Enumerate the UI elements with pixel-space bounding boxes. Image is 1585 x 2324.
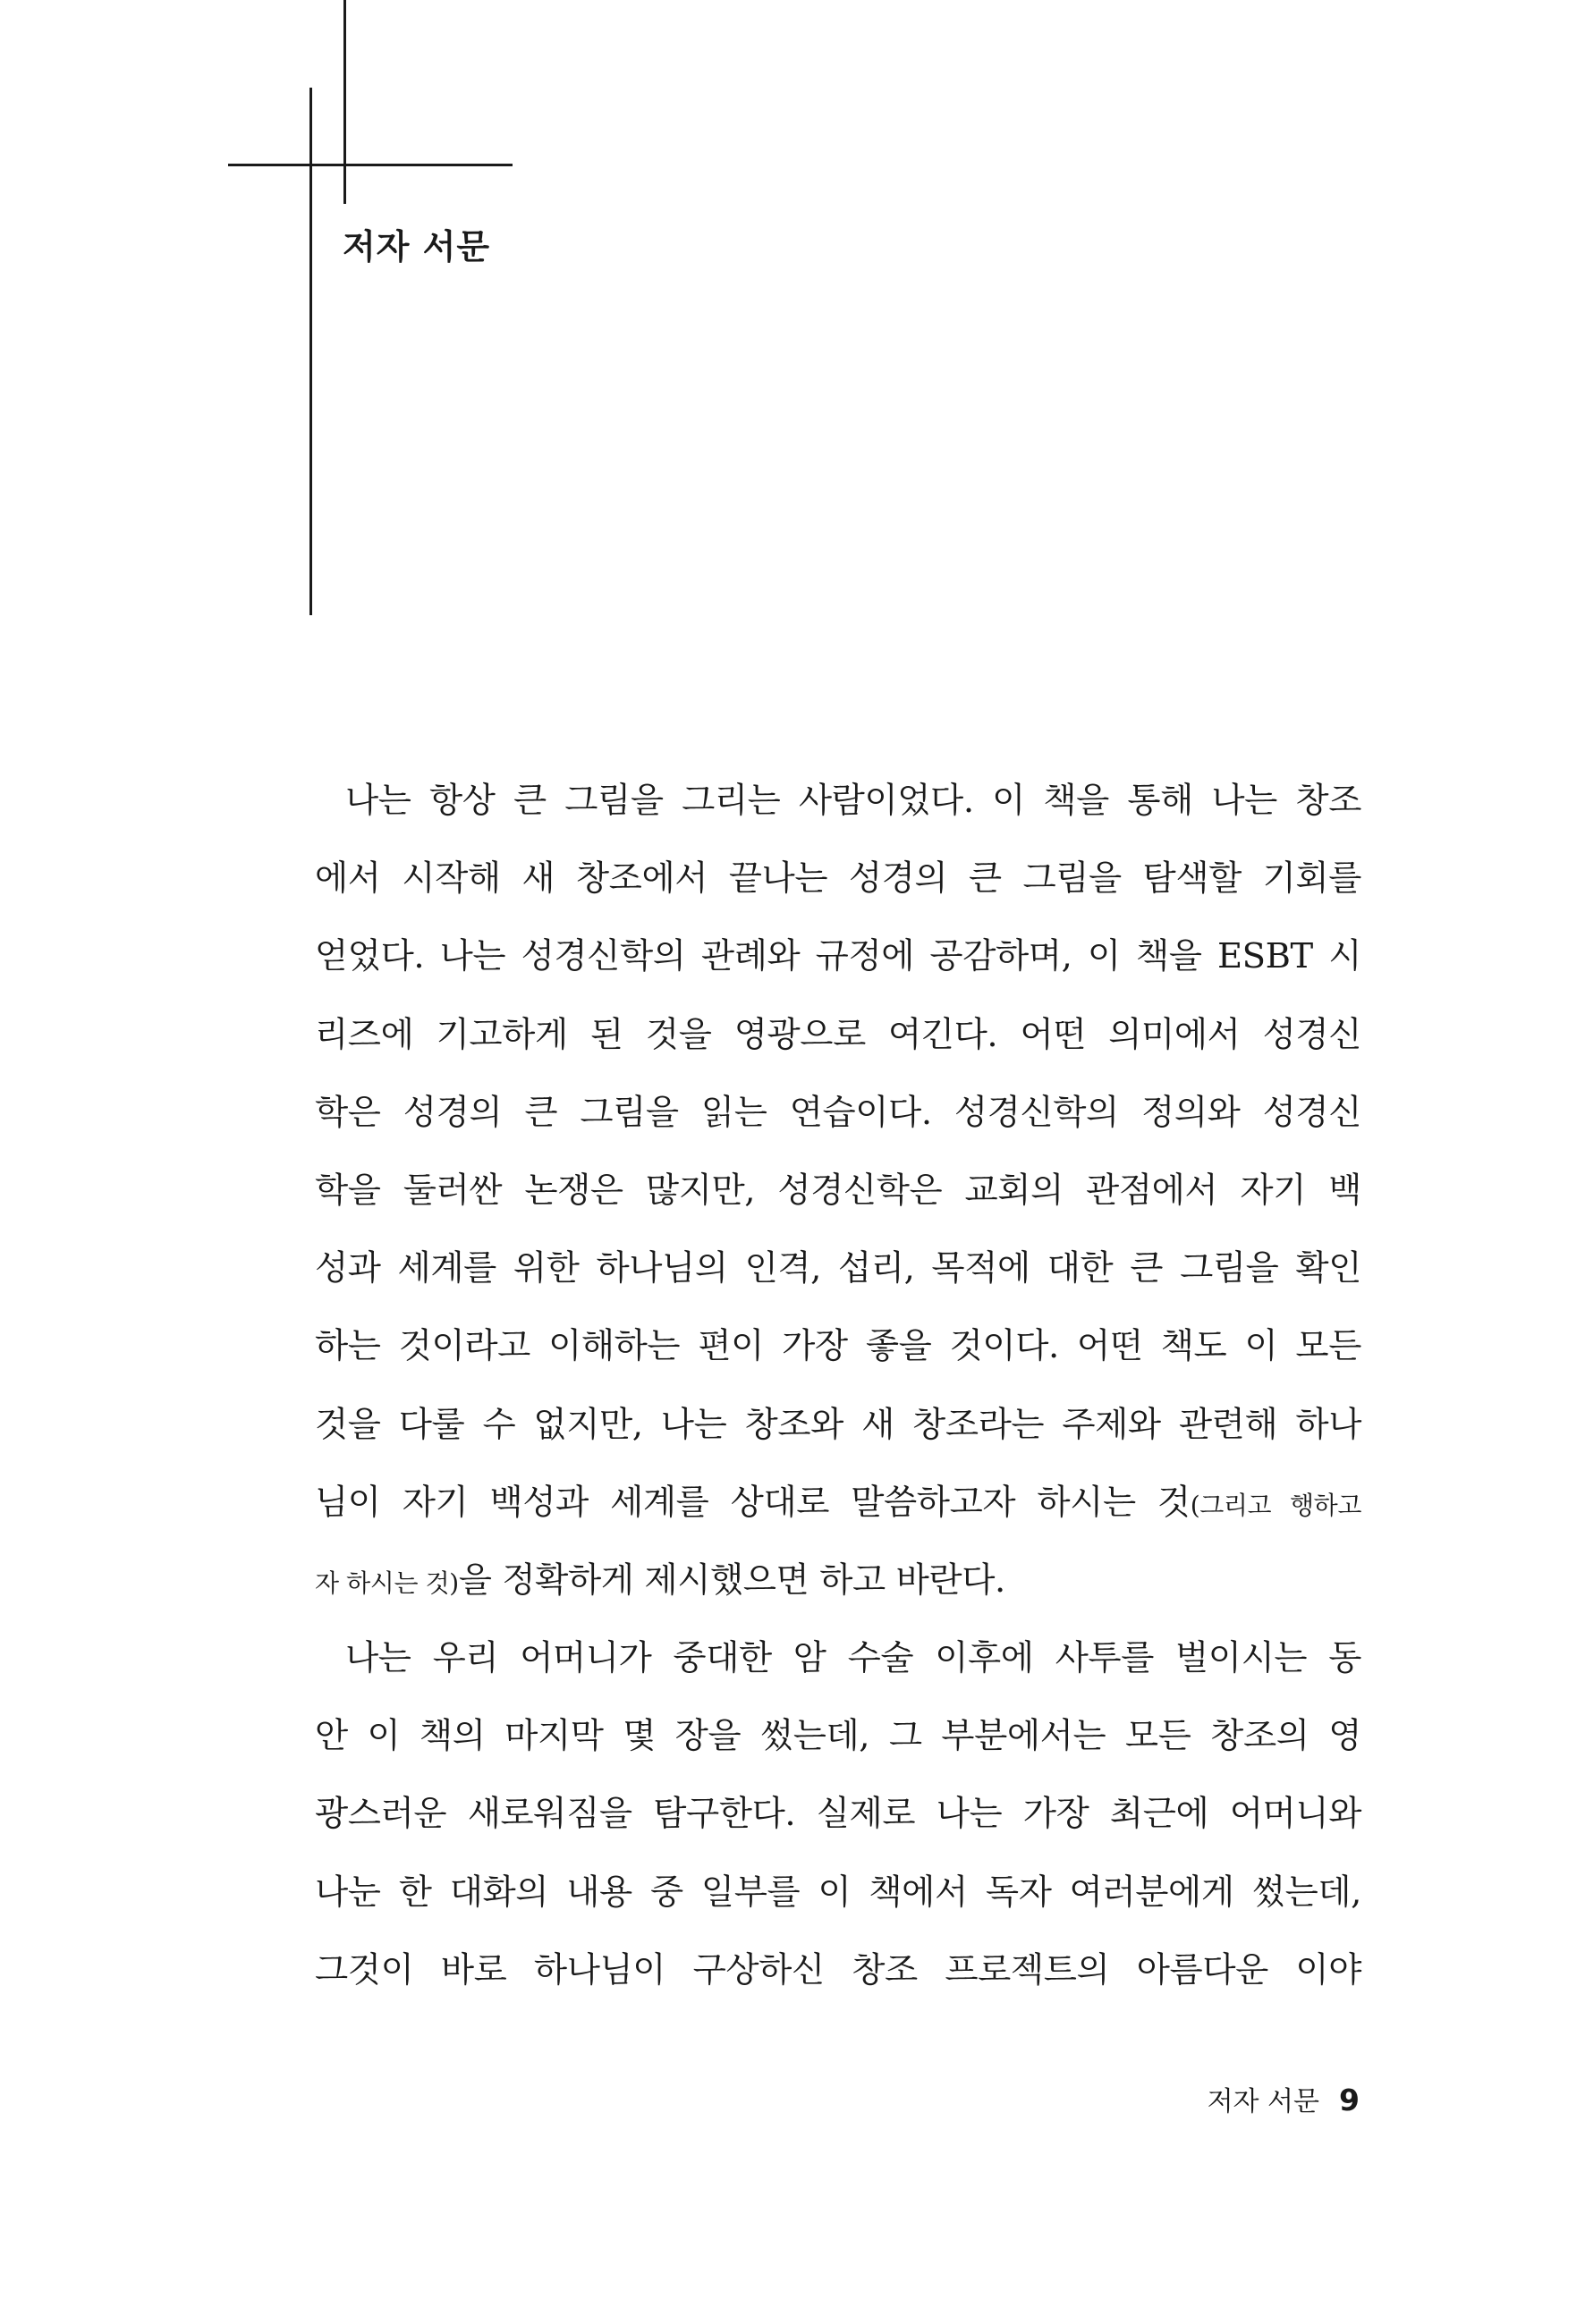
chapter-title: 저자 서문 [343,227,491,266]
text-line: 나는 항상 큰 그림을 그리는 사람이었다. 이 책을 통해 나는 창조 [345,781,1361,821]
text-line: 얻었다. 나는 성경신학의 관례와 규정에 공감하며, 이 책을 ESBT 시 [315,936,1361,977]
text-main: 님이 자기 백성과 세계를 상대로 말씀하고자 하시는 것 [315,1482,1191,1523]
text-line: 나눈 한 대화의 내용 중 일부를 이 책에서 독자 여러분에게 썼는데, [315,1872,1361,1913]
text-line: 성과 세계를 위한 하나님의 인격, 섭리, 목적에 대한 큰 그림을 확인 [315,1248,1361,1289]
text-line: 나는 우리 어머니가 중대한 암 수술 이후에 사투를 벌이시는 동 [345,1638,1361,1679]
text-line: 하는 것이라고 이해하는 편이 가장 좋을 것이다. 어떤 책도 이 모든 [315,1326,1361,1367]
text-line: 광스러운 새로워짐을 탐구한다. 실제로 나는 가장 최근에 어머니와 [315,1794,1361,1835]
text-main: 을 정확하게 제시했으면 하고 바란다. [458,1559,1005,1601]
text-line [315,1464,1361,1542]
running-title: 저자 서문 [1207,2086,1320,2117]
text-line: 것을 다룰 수 없지만, 나는 창조와 새 창조라는 주제와 관련해 하나 [315,1404,1361,1445]
text-line: 그것이 바로 하나님이 구상하신 창조 프로젝트의 아름다운 이야 [315,1949,1361,1990]
parenthetical-aside: (그리고 행하고 [1190,1490,1361,1520]
text-line [315,1542,1361,1619]
page-footer [1208,2079,1360,2124]
decorative-horizontal-rule [228,164,513,166]
text-line: 학을 둘러싼 논쟁은 많지만, 성경신학은 교회의 관점에서 자기 백 [315,1170,1361,1211]
decorative-vertical-rule [309,88,312,615]
text-line: 학은 성경의 큰 그림을 읽는 연습이다. 성경신학의 정의와 성경신 [315,1092,1361,1133]
text-line: 리즈에 기고하게 된 것을 영광으로 여긴다. 어떤 의미에서 성경신 [315,1014,1361,1055]
parenthetical-aside: 자 하시는 것) [315,1568,459,1598]
page-number: 9 [1339,2083,1360,2117]
decorative-vertical-rule-short [343,0,346,204]
body-text [315,762,1361,2009]
text-line: 안 이 책의 마지막 몇 장을 썼는데, 그 부분에서는 모든 창조의 영 [315,1716,1361,1757]
text-line: 에서 시작해 새 창조에서 끝나는 성경의 큰 그림을 탐색할 기회를 [315,858,1361,900]
